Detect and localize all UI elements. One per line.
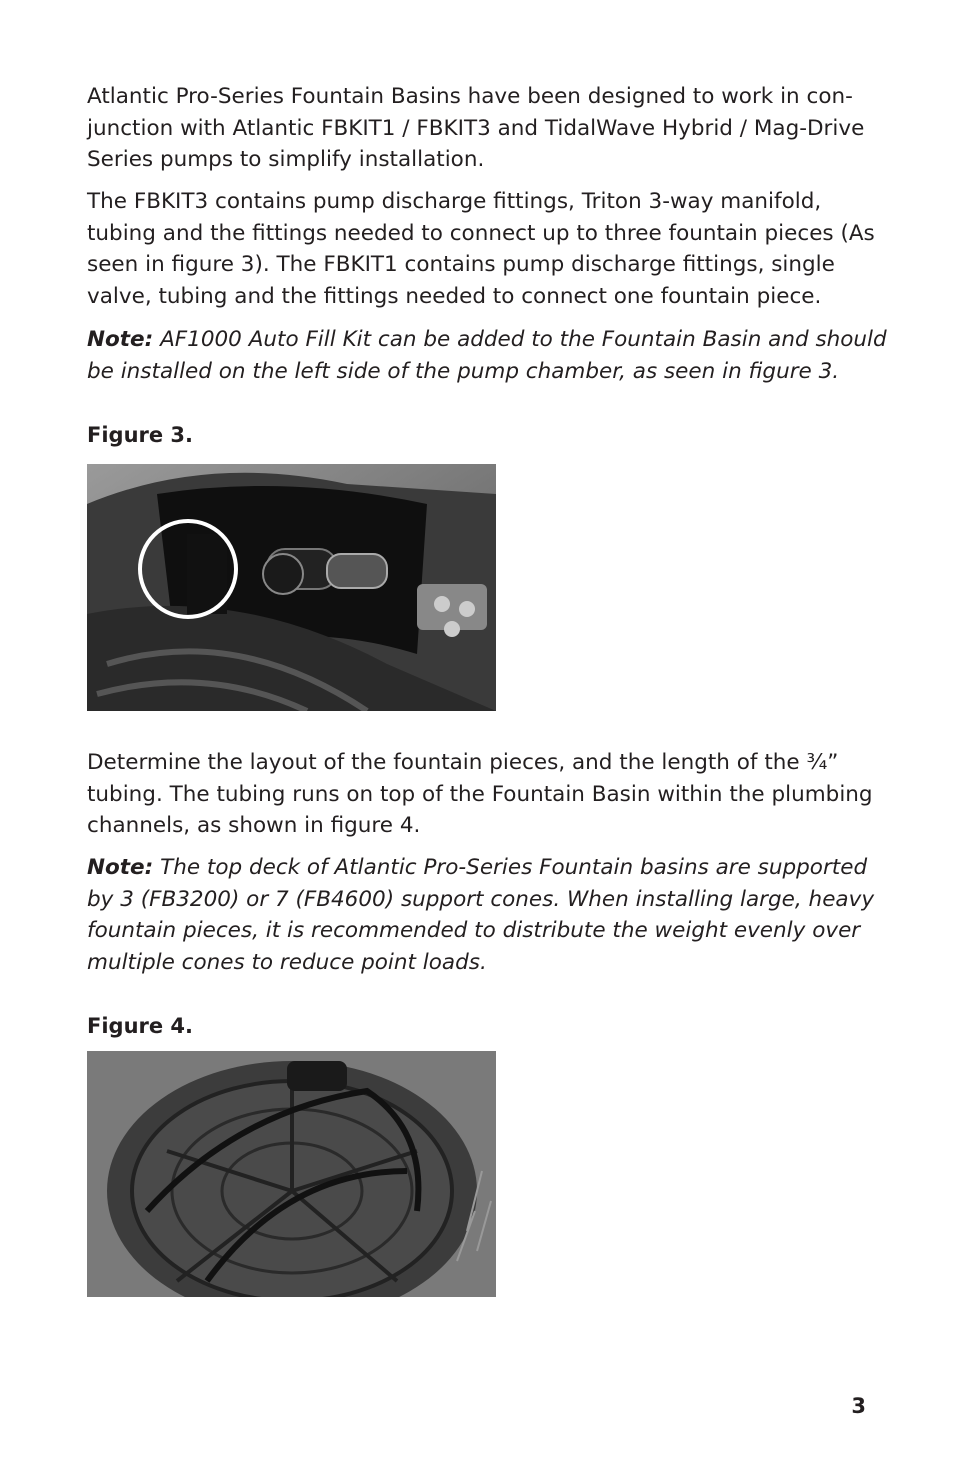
figure-3-photo: [87, 464, 496, 711]
figure-3-caption: Figure 3.: [87, 423, 194, 447]
page-number: 3: [851, 1394, 866, 1418]
figure-4-caption: Figure 4.: [87, 1014, 194, 1038]
paragraph-layout: Determine the layout of the fountain pieces, and the length of the ¾” tubing. The tubing runs on top of the Fountain Basin within the plumbing channels, as shown in figure 4.: [87, 750, 873, 838]
note-text: The top deck of Atlantic Pro-Series Fountain basins are supported by 3 (FB3200) or 7 (FB4600) support cones. When installing large, heavy fountain pieces, it is recommended to distribute the weight evenly over multiple cones to reduce point loads.: [87, 855, 875, 975]
note-label: Note:: [87, 855, 154, 880]
note-support-cones: [87, 852, 887, 978]
fountain-basin-illustration: [87, 1051, 496, 1297]
figure-4-photo: [87, 1051, 496, 1297]
note-label: Note:: [87, 327, 154, 352]
note-text: AF1000 Auto Fill Kit can be added to the Fountain Basin and should be installed on the left side of the pump chamber, as seen in figure 3.: [87, 327, 887, 384]
pump-chamber-illustration: [87, 464, 496, 711]
paragraph-fbkit: The FBKIT3 contains pump discharge fittings, Triton 3-way manifold, tubing and the fittings needed to connect up to three fountain pieces (As seen in figure 3). The FBKIT1 contains pump discharge fittings, single valve, tubing and the fittings needed to connect one fountain piece.: [87, 189, 875, 309]
note-autofill: [87, 324, 887, 387]
paragraph-intro: Atlantic Pro-Series Fountain Basins have been designed to work in con-junction with Atlantic FBKIT1 / FBKIT3 and TidalWave Hybrid / Mag-Drive Series pumps to simplify installation.: [87, 84, 865, 172]
